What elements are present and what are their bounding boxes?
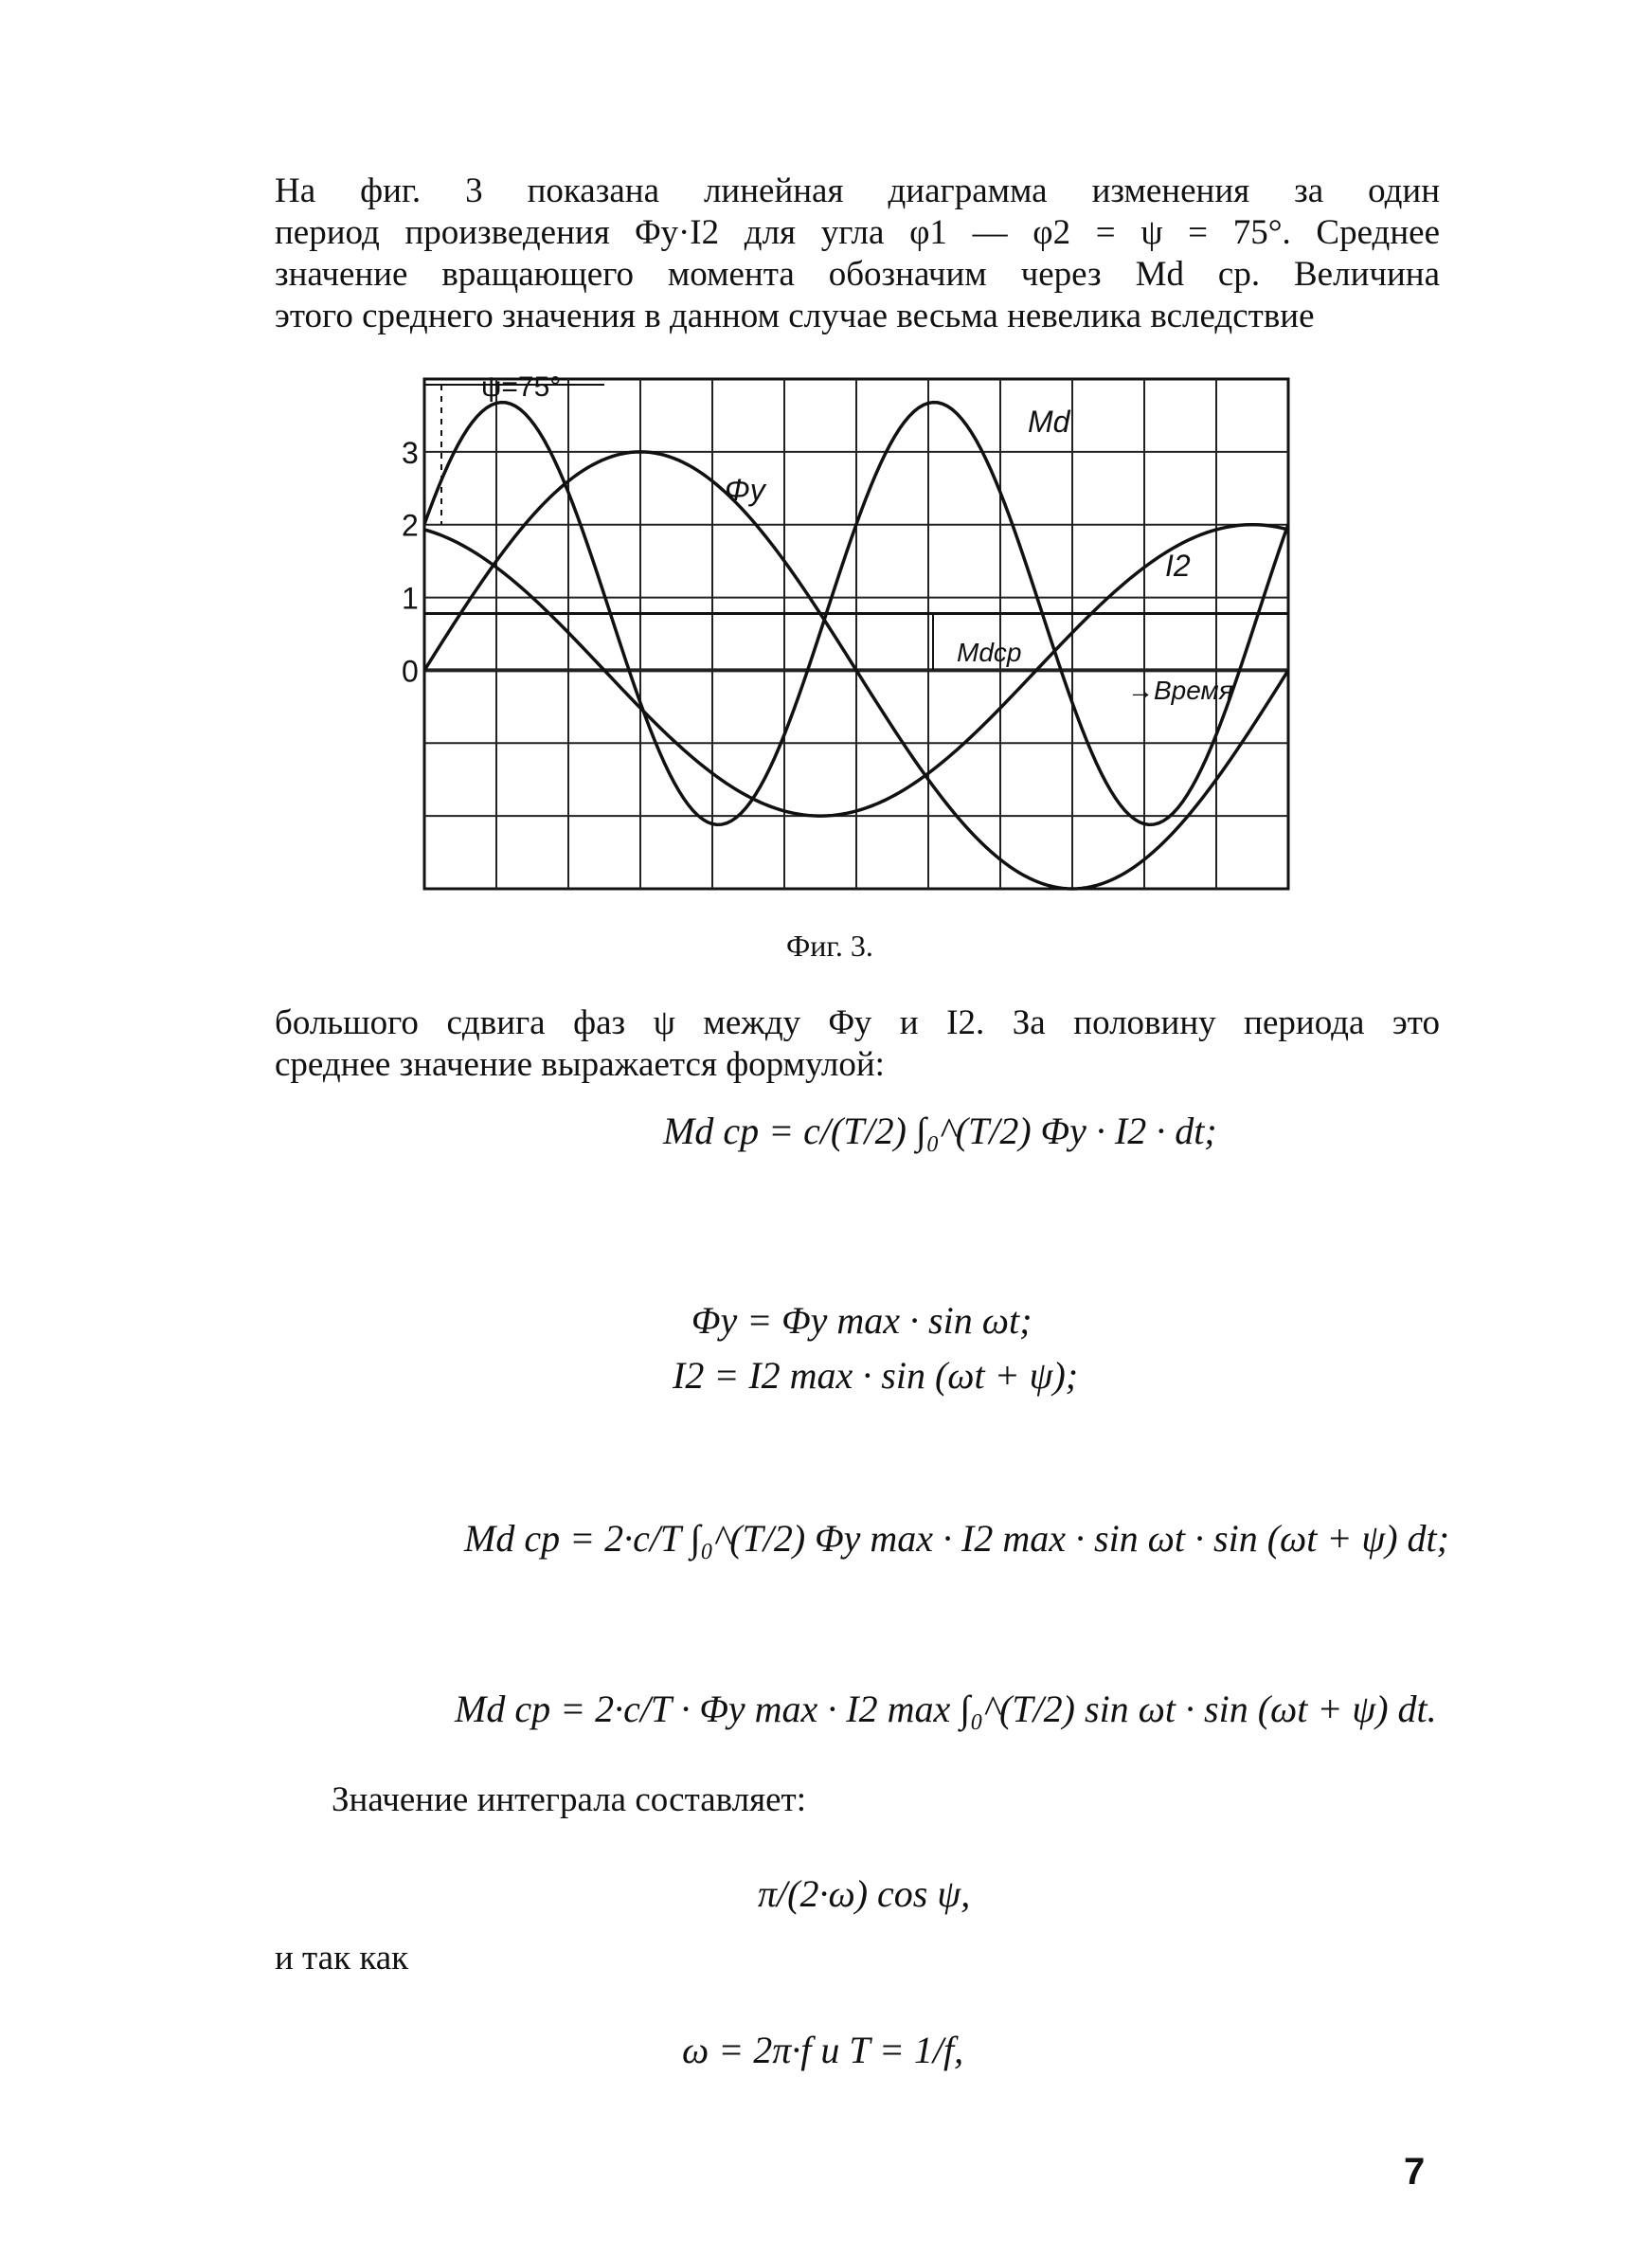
axis-label-time: →Время (1127, 676, 1233, 705)
equation-text: Md ср = c/(T/2) ∫₀^(T/2) Φy · I2 · dt; (663, 1110, 1217, 1152)
curve-label-md: Md (1028, 405, 1070, 439)
text-line: этого среднего значения в данном случае весьма невелика вследствие (275, 297, 1315, 335)
text-line: значение вращающего момента обозначим через Md ср. Величина (275, 255, 1440, 294)
paragraph-4: и так как (275, 1939, 409, 1977)
equation-text: Md ср = 2·c/T ∫₀^(T/2) Φy max · I2 max · sin ωt · sin (ωt + ψ) dt; (464, 1517, 1449, 1560)
equation-text: Φy = Φy max · sin ωt; (691, 1299, 1032, 1342)
equation-text: I2 = I2 max · sin (ωt + ψ); (673, 1354, 1079, 1397)
y-tick-label: 1 (402, 581, 419, 616)
y-tick-label: 2 (402, 508, 419, 543)
text-line: На фиг. 3 показана линейная диаграмма изменения за один (275, 172, 1440, 210)
equation-4 (464, 1516, 1449, 1561)
curve-label-mdcp: Mdcp (957, 638, 1022, 667)
text-line: среднее значение выражается формулой: (275, 1045, 885, 1084)
paragraph-3: Значение интеграла составляет: (332, 1780, 806, 1819)
text-line: период произведения Φy·I2 для угла φ1 — φ2 = ψ = 75°. Среднее (275, 213, 1440, 252)
y-tick-label: 0 (402, 654, 419, 689)
equation-text: Md ср = 2·c/T · Φy max · I2 max ∫₀^(T/2) sin ωt · sin (ωt + ψ) dt. (455, 1688, 1437, 1730)
equation-7 (682, 2028, 963, 2072)
chart-labels (402, 371, 1233, 705)
paragraph-1 (275, 171, 1440, 337)
curve-label-phi: Φy (725, 473, 765, 507)
equation-3 (673, 1353, 1078, 1398)
equation-6 (758, 1871, 970, 1916)
equation-text: ω = 2π·f и T = 1/f, (682, 2029, 964, 2071)
equation-text: π/(2·ω) cos ψ, (758, 1872, 971, 1915)
curve-label-i2: I2 (1165, 549, 1191, 583)
equation-1 (663, 1109, 1217, 1153)
page-number: 7 (1404, 2151, 1426, 2193)
figure-caption: Фиг. 3. (786, 929, 873, 963)
text-line: большого сдвига фаз ψ между Φy и I2. За половину периода это (275, 1003, 1440, 1042)
phase-label: ψ=75° (481, 371, 562, 403)
paragraph-2 (275, 1002, 1440, 1086)
y-tick-label: 3 (402, 435, 419, 470)
equation-2 (691, 1298, 1032, 1343)
equation-5 (455, 1687, 1437, 1731)
figure-3-chart (398, 358, 1317, 908)
